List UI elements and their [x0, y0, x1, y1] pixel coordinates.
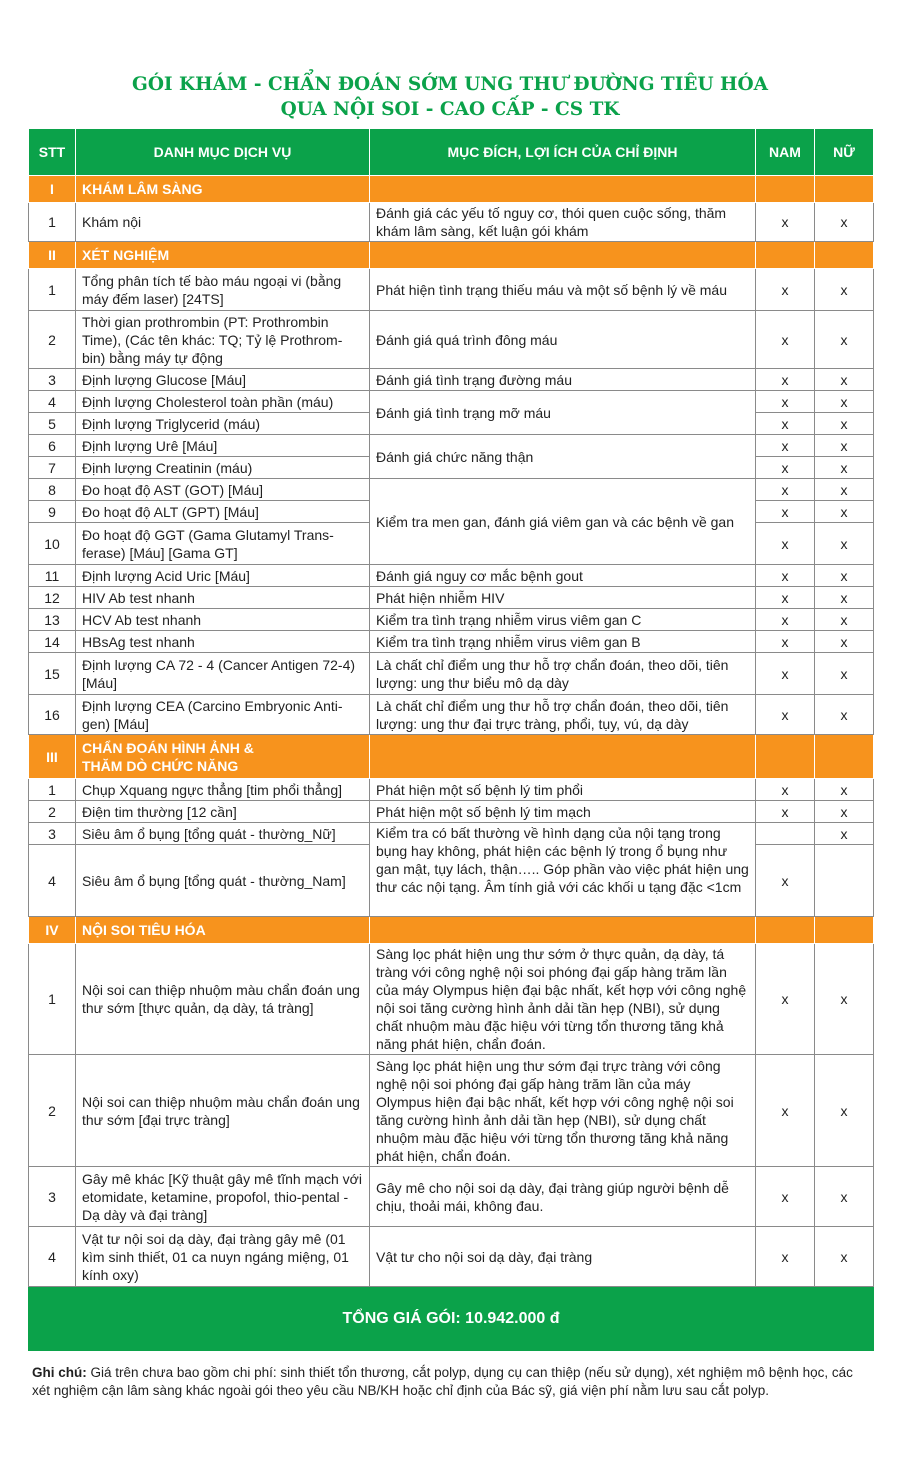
section-number: II [29, 242, 76, 269]
total-row [29, 1287, 874, 1351]
row-female-mark: x [815, 435, 874, 457]
row-purpose: Đánh giá nguy cơ mắc bệnh gout [370, 565, 756, 587]
table-row [29, 823, 874, 845]
row-purpose: Đánh giá quá trình đông máu [370, 311, 756, 369]
row-male-mark: x [756, 1055, 815, 1167]
row-purpose: Sàng lọc phát hiện ung thư sớm ở thực quản, dạ dày, tá tràng với công nghệ nội soi phóng đại gấp hàng trăm lần của máy Olympus hiện đại bậc nhất, kết hợp với công nghệ nội soi tăng cường hình ảnh dải tần hẹp (NBI), sử dụng chất nhuộm màu đặc hiệu với từng tổn thương tăng khả năng phát hiện, chẩn đoán. [370, 944, 756, 1055]
header-male: NAM [756, 129, 815, 176]
row-purpose: Sàng lọc phát hiện ung thư sớm đại trực tràng với công nghệ nội soi phóng đại gấp hàng trăm lần của máy Olympus hiện đại bậc nhất, kết hợp với công nghệ nội soi tăng cường hình ảnh dải tần hẹp (NBI), sử dụng chất nhuộm màu đặc hiệu với từng tổn thương tăng khả năng phát hiện, chẩn đoán. [370, 1055, 756, 1167]
row-purpose: Phát hiện một số bệnh lý tim mạch [370, 801, 756, 823]
table-row [29, 631, 874, 653]
row-stt: 1 [29, 944, 76, 1055]
row-service: HCV Ab test nhanh [76, 609, 370, 631]
row-female-mark: x [815, 801, 874, 823]
row-purpose: Là chất chỉ điểm ung thư hỗ trợ chẩn đoán, theo dõi, tiên lượng: ung thư đại trực tràng, phổi, tụy, vú, dạ dày [370, 695, 756, 735]
row-male-mark: x [756, 695, 815, 735]
row-female-mark: x [815, 391, 874, 413]
row-stt: 15 [29, 653, 76, 695]
table-row [29, 653, 874, 695]
row-male-mark: x [756, 565, 815, 587]
row-female-mark: x [815, 311, 874, 369]
row-female-mark: x [815, 565, 874, 587]
row-stt: 12 [29, 587, 76, 609]
row-service: Gây mê khác [Kỹ thuật gây mê tĩnh mạch với etomidate, ketamine, propofol, thio-pental - Dạ dày và đại tràng] [76, 1167, 370, 1227]
table-row [29, 269, 874, 311]
section-title: KHÁM LÂM SÀNG [76, 176, 370, 203]
row-purpose: Đánh giá chức năng thận [370, 435, 756, 479]
table-row [29, 435, 874, 457]
row-male-mark: x [756, 435, 815, 457]
table-row [29, 1167, 874, 1227]
table-row [29, 801, 874, 823]
row-female-mark: x [815, 631, 874, 653]
row-male-mark: x [756, 457, 815, 479]
row-male-mark: x [756, 779, 815, 801]
row-service: Nội soi can thiệp nhuộm màu chẩn đoán ung thư sớm [đại trực tràng] [76, 1055, 370, 1167]
row-service: Định lượng Acid Uric [Máu] [76, 565, 370, 587]
row-stt: 2 [29, 801, 76, 823]
row-stt: 16 [29, 695, 76, 735]
row-male-mark: x [756, 587, 815, 609]
row-purpose: Phát hiện tình trạng thiếu máu và một số bệnh lý về máu [370, 269, 756, 311]
row-female-mark: x [815, 501, 874, 523]
row-stt: 3 [29, 1167, 76, 1227]
row-female-mark: x [815, 653, 874, 695]
row-stt: 14 [29, 631, 76, 653]
row-stt: 9 [29, 501, 76, 523]
row-service: Nội soi can thiệp nhuộm màu chẩn đoán ung thư sớm [thực quản, dạ dày, tá tràng] [76, 944, 370, 1055]
row-service: Định lượng Glucose [Máu] [76, 369, 370, 391]
row-service: Vật tư nội soi dạ dày, đại tràng gây mê (01 kìm sinh thiết, 01 ca nuyn ngáng miệng, 01 kính oxy) [76, 1227, 370, 1287]
row-stt: 6 [29, 435, 76, 457]
header-service: DANH MỤC DỊCH VỤ [76, 129, 370, 176]
row-male-mark: x [756, 479, 815, 501]
section-number: I [29, 176, 76, 203]
row-stt: 8 [29, 479, 76, 501]
table-header-row [29, 129, 874, 176]
row-female-mark: x [815, 1227, 874, 1287]
row-service: Điện tim thường [12 cần] [76, 801, 370, 823]
row-male-mark: x [756, 1227, 815, 1287]
row-purpose: Đánh giá tình trạng mỡ máu [370, 391, 756, 435]
row-stt: 4 [29, 1227, 76, 1287]
section-title: XÉT NGHIỆM [76, 242, 370, 269]
row-female-mark: x [815, 413, 874, 435]
section-title-line-1: CHẨN ĐOÁN HÌNH ẢNH & [82, 739, 254, 756]
row-male-mark: x [756, 311, 815, 369]
row-stt: 3 [29, 369, 76, 391]
section-row [29, 917, 874, 944]
row-female-mark: x [815, 587, 874, 609]
row-female-mark: x [815, 944, 874, 1055]
row-purpose: Kiểm tra có bất thường về hình dạng của nội tạng trong bụng hay không, phát hiện các bệnh lý trong ổ bụng như gan mật, tụy lách, thận….. Góp phần vào việc phát hiện ung thư các nội tạng. Âm tính giả với các khối u tạng đặc <1cm [370, 823, 756, 917]
row-male-mark [756, 823, 815, 845]
row-female-mark: x [815, 823, 874, 845]
section-row [29, 242, 874, 269]
row-service: HIV Ab test nhanh [76, 587, 370, 609]
row-stt: 7 [29, 457, 76, 479]
row-female-mark: x [815, 779, 874, 801]
row-purpose: Kiểm tra men gan, đánh giá viêm gan và các bệnh về gan [370, 479, 756, 565]
title-line-1: GÓI KHÁM - CHẨN ĐOÁN SỚM UNG THƯ ĐƯỜNG TIÊU HÓA [132, 74, 768, 95]
row-service: Đo hoạt độ ALT (GPT) [Máu] [76, 501, 370, 523]
table-row [29, 565, 874, 587]
row-male-mark: x [756, 845, 815, 917]
header-purpose: MỤC ĐÍCH, LỢI ÍCH CỦA CHỈ ĐỊNH [370, 129, 756, 176]
row-stt: 5 [29, 413, 76, 435]
table-row [29, 203, 874, 242]
section-number: III [29, 735, 76, 779]
row-service: Định lượng Urê [Máu] [76, 435, 370, 457]
note-label: Ghi chú: [32, 1365, 87, 1380]
row-service: Đo hoạt độ GGT (Gama Glutamyl Trans-ferase) [Máu] [Gama GT] [76, 523, 370, 565]
section-row [29, 176, 874, 203]
row-stt: 1 [29, 203, 76, 242]
section-title-line-2: THĂM DÒ CHỨC NĂNG [82, 757, 239, 774]
row-service: Thời gian prothrombin (PT: Prothrombin Time), (Các tên khác: TQ; Tỷ lệ Prothrom-bin) bằng máy tự động [76, 311, 370, 369]
table-row [29, 1055, 874, 1167]
row-purpose: Gây mê cho nội soi dạ dày, đại tràng giúp người bệnh dễ chịu, thoải mái, không đau. [370, 1167, 756, 1227]
row-female-mark: x [815, 369, 874, 391]
table-row [29, 944, 874, 1055]
row-service: Siêu âm ổ bụng [tổng quát - thường_Nam] [76, 845, 370, 917]
row-female-mark: x [815, 609, 874, 631]
row-stt: 4 [29, 845, 76, 917]
row-purpose: Phát hiện một số bệnh lý tim phổi [370, 779, 756, 801]
row-purpose: Đánh giá tình trạng đường máu [370, 369, 756, 391]
row-service: Định lượng Triglycerid (máu) [76, 413, 370, 435]
row-stt: 4 [29, 391, 76, 413]
row-stt: 3 [29, 823, 76, 845]
table-row [29, 311, 874, 369]
row-purpose: Phát hiện nhiễm HIV [370, 587, 756, 609]
row-male-mark: x [756, 631, 815, 653]
row-male-mark: x [756, 391, 815, 413]
row-male-mark: x [756, 203, 815, 242]
row-stt: 11 [29, 565, 76, 587]
row-service: Định lượng CA 72 - 4 (Cancer Antigen 72-4) [Máu] [76, 653, 370, 695]
section-title: NỘI SOI TIÊU HÓA [76, 917, 370, 944]
row-stt: 13 [29, 609, 76, 631]
row-purpose: Đánh giá các yếu tố nguy cơ, thói quen cuộc sống, thăm khám lâm sàng, kết luận gói khám [370, 203, 756, 242]
row-male-mark: x [756, 1167, 815, 1227]
section-title [76, 735, 370, 779]
row-male-mark: x [756, 944, 815, 1055]
total-price: TỔNG GIÁ GÓI: 10.942.000 đ [29, 1287, 874, 1351]
row-purpose: Kiểm tra tình trạng nhiễm virus viêm gan B [370, 631, 756, 653]
row-service: Định lượng CEA (Carcino Embryonic Anti-gen) [Máu] [76, 695, 370, 735]
row-male-mark: x [756, 269, 815, 311]
table-row [29, 609, 874, 631]
row-female-mark [815, 845, 874, 917]
row-purpose: Vật tư cho nội soi dạ dày, đại tràng [370, 1227, 756, 1287]
header-stt: STT [29, 129, 76, 176]
row-stt: 2 [29, 311, 76, 369]
row-female-mark: x [815, 203, 874, 242]
row-female-mark: x [815, 523, 874, 565]
row-female-mark: x [815, 457, 874, 479]
footnote [32, 1364, 872, 1399]
row-male-mark: x [756, 369, 815, 391]
row-female-mark: x [815, 695, 874, 735]
title-line-2: QUA NỘI SOI - CAO CẤP - CS TK [280, 99, 620, 120]
row-female-mark: x [815, 1167, 874, 1227]
row-male-mark: x [756, 523, 815, 565]
row-female-mark: x [815, 269, 874, 311]
row-male-mark: x [756, 609, 815, 631]
table-row [29, 695, 874, 735]
row-purpose: Là chất chỉ điểm ung thư hỗ trợ chẩn đoán, theo dõi, tiên lượng: ung thư biểu mô dạ dày [370, 653, 756, 695]
row-male-mark: x [756, 801, 815, 823]
section-row [29, 735, 874, 779]
row-male-mark: x [756, 653, 815, 695]
row-stt: 1 [29, 779, 76, 801]
section-number: IV [29, 917, 76, 944]
row-purpose: Kiểm tra tình trạng nhiễm virus viêm gan C [370, 609, 756, 631]
row-male-mark: x [756, 413, 815, 435]
row-service: Định lượng Cholesterol toàn phần (máu) [76, 391, 370, 413]
service-table [28, 128, 874, 1351]
table-row [29, 1227, 874, 1287]
row-service: Tổng phân tích tế bào máu ngoại vi (bằng máy đếm laser) [24TS] [76, 269, 370, 311]
row-service: Đo hoạt độ AST (GOT) [Máu] [76, 479, 370, 501]
row-service: Siêu âm ổ bụng [tổng quát - thường_Nữ] [76, 823, 370, 845]
row-stt: 10 [29, 523, 76, 565]
row-service: HBsAg test nhanh [76, 631, 370, 653]
note-text: Giá trên chưa bao gồm chi phí: sinh thiết tổn thương, cắt polyp, dụng cụ can thiệp (nếu sử dụng), xét nghiệm mô bệnh học, các xét nghiệm cận lâm sàng khác ngoài gói theo yêu cầu NB/KH hoặc chỉ định của Bác sỹ, giá viện phí nằm lưu sau cắt polyp. [32, 1365, 853, 1398]
row-stt: 1 [29, 269, 76, 311]
table-row [29, 479, 874, 501]
row-service: Định lượng Creatinin (máu) [76, 457, 370, 479]
table-row [29, 369, 874, 391]
row-male-mark: x [756, 501, 815, 523]
row-female-mark: x [815, 1055, 874, 1167]
table-row [29, 779, 874, 801]
header-female: NỮ [815, 129, 874, 176]
row-female-mark: x [815, 479, 874, 501]
page-title [0, 72, 900, 122]
table-row [29, 587, 874, 609]
table-row [29, 391, 874, 413]
row-stt: 2 [29, 1055, 76, 1167]
row-service: Chụp Xquang ngực thẳng [tim phổi thẳng] [76, 779, 370, 801]
row-service: Khám nội [76, 203, 370, 242]
